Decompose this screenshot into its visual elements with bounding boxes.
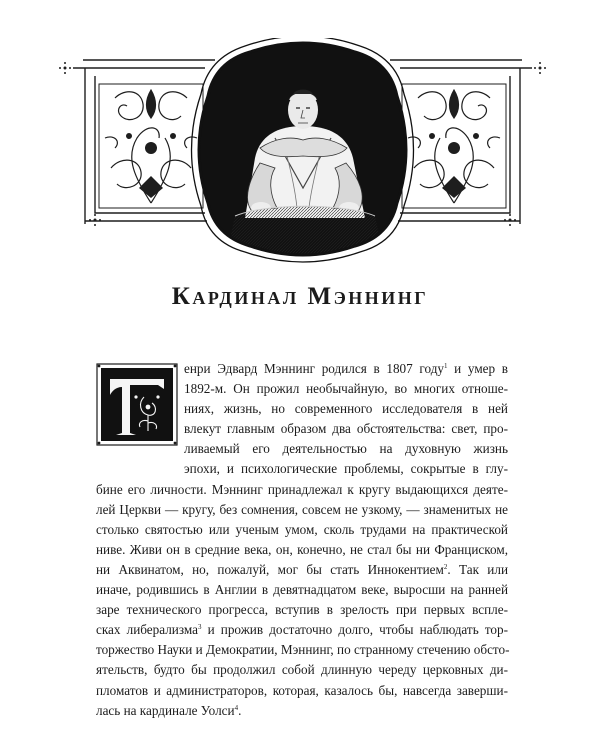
- chapter-title: Кардинал Мэннинг: [171, 283, 429, 310]
- chapter-body-text: [96, 359, 508, 721]
- body-line-8: лей Церкви — кругу, без сомнения, совсем не узкому, — знаменитых не: [96, 501, 508, 517]
- body-line-9: столько святостью или ученым умом, сколь трудами на практической: [96, 521, 508, 537]
- footnote-ref-4[interactable]: 4: [234, 703, 239, 712]
- portrait-medallion: [190, 38, 420, 263]
- body-line-11: ни Аквинатом, но, пожалуй, мог бы стать Иннокентием$^2$. Так или: [96, 561, 509, 577]
- right-floral-panel: [402, 84, 506, 208]
- body-line-16: ятельств, будто бы продолжил собой длинную череду церковных ди-: [96, 662, 508, 678]
- body-line-13: заре технического прогресса, вступив в зрелость при первых вспле-: [96, 602, 508, 618]
- body-line-10: ниве. Живи он в средние века, он, конечно, не стал бы ни Франциском,: [96, 541, 508, 557]
- footnote-ref-1[interactable]: 1: [444, 362, 448, 370]
- body-line-18: лась на кардинале Уолси$^4$.: [96, 702, 242, 718]
- body-line-7: бине его личности. Мэннинг принадлежал к кругу выдающихся деяте-: [96, 481, 508, 497]
- body-line-6: эпохи, и психологические проблемы, сокрытые в глу-: [184, 461, 508, 477]
- body-line-3: ниях, жизнь, но современного исследователя в ней: [184, 401, 508, 417]
- body-line-4: влекут главным образом два обстоятельства: свет, про-: [184, 421, 508, 437]
- body-line-1: енри Эдвард Мэннинг родился в 1807 году$^1$ и умер в: [184, 361, 509, 376]
- footnote-ref-2[interactable]: 2: [443, 562, 448, 571]
- body-line-2: 1892-м. Он прожил необычайную, во многих отноше-: [184, 381, 508, 397]
- body-line-15: торжество Науки и Демократии, Мэннинг, по странному стечению обсто-: [96, 642, 510, 658]
- left-floral-panel: [99, 84, 203, 208]
- ornamental-frame: [55, 38, 550, 263]
- header-illustration-frame: [55, 38, 550, 263]
- body-line-14: сках либерализма$^3$ и прожив достаточно долго, чтобы наблюдать тор-: [96, 622, 508, 638]
- footnote-ref-3[interactable]: 3: [197, 623, 202, 632]
- body-line-12: иначе, родившись в Англии в девятнадцатом веке, выросши на ранней: [96, 582, 508, 598]
- body-line-17: пломатов и администраторов, которая, казалось бы, навсегда заверши-: [96, 682, 508, 698]
- body-line-5: ливаемый его деятельностью на духовную жизнь: [184, 441, 508, 457]
